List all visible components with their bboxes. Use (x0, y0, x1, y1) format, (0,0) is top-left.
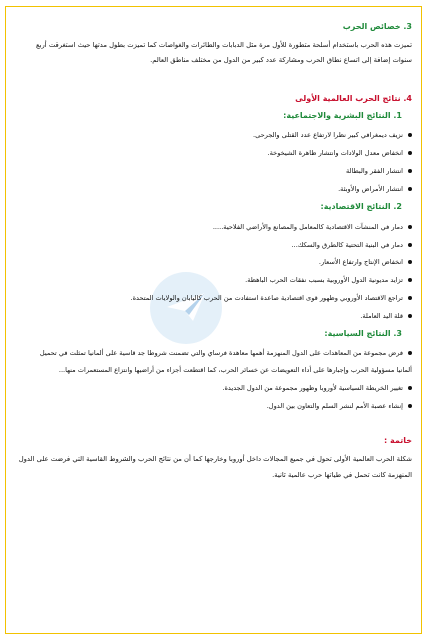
conclusion-line2: المنهزمة كانت تحمل في طياتها حرب عالمية ثانية. (272, 471, 412, 479)
section4-title: 4. نتائج الحرب العالمية الأولى (295, 94, 412, 103)
economic-title: 2. النتائج الاقتصادية: (320, 202, 402, 211)
list-item: تراجع الاقتصاد الأوروبي وظهور قوى اقتصادية صاعدة استفادت من الحرب كاليابان والولايات المتحدة. (20, 293, 412, 303)
list-item: انخفاض معدل الولادات وانتشار ظاهرة الشيخوخة. (20, 148, 412, 158)
list-item: انخفاض الإنتاج وارتفاع الأسعار. (20, 257, 412, 267)
political-title: 3. النتائج السياسية: (324, 329, 402, 338)
list-item: دمار في البنية التحتية كالطرق والسكك... (20, 240, 412, 250)
conclusion-title: خاتمة : (384, 436, 412, 445)
list-item: انتشار الأمراض والأوبئة. (20, 184, 412, 194)
human-social-title: 1. النتائج البشرية والاجتماعية: (283, 111, 402, 120)
section3-paragraph-line2: سنوات إضافة إلى اتساع نطاق الحرب ومشاركة عدد كبير من الدول من مختلف مناطق العالم. (150, 56, 412, 64)
section3-title: 3. خصائص الحرب (342, 22, 412, 31)
list-item-continuation: ألمانيا مسؤولية الحرب وإجبارها على أداء التعويضات عن خسائر الحرب، كما اقتطعت أجزاء من أراضيها وانتزاع المستعمرات منها... (58, 366, 412, 374)
list-item: قلة اليد العاملة. (20, 311, 412, 321)
list-item: إنشاء عصبة الأمم لنشر السلم والتعاون بين الدول. (20, 401, 412, 411)
conclusion-line1: شكلة الحرب العالمية الأولى تحول في جميع المجالات داخل أوروبا وخارجها كما أن من نتائج الحرب والشروط القاسية التي فرضت على الدول (18, 455, 412, 463)
list-item: تغيير الخريطة السياسية لأوروبا وظهور مجموعة من الدول الجديدة. (20, 383, 412, 393)
list-item: دمار في المنشآت الاقتصادية كالمعامل والمصانع والأراضي الفلاحية..... (20, 222, 412, 232)
list-item: فرض مجموعة من المعاهدات على الدول المنهزمة أهمها معاهدة فرساي والتي تضمنت شروطا جد قاسية على ألمانيا تمثلت في تحميل (20, 348, 412, 358)
section3-paragraph-line1: تميزت هذه الحرب باستخدام أسلحة متطورة للأول مرة مثل الدبابات والطائرات والغواصات كما تميزت بطول مدتها حيث استغرقت أربع (35, 41, 412, 49)
list-item: تزايد مديونية الدول الأوروبية بسبب نفقات الحرب الباهظة. (20, 275, 412, 285)
list-item: نزيف ديمغرافي كبير نظرا لارتفاع عدد القتلى والجرحى. (20, 130, 412, 140)
list-item: انتشار الفقر والبطالة (20, 166, 412, 176)
